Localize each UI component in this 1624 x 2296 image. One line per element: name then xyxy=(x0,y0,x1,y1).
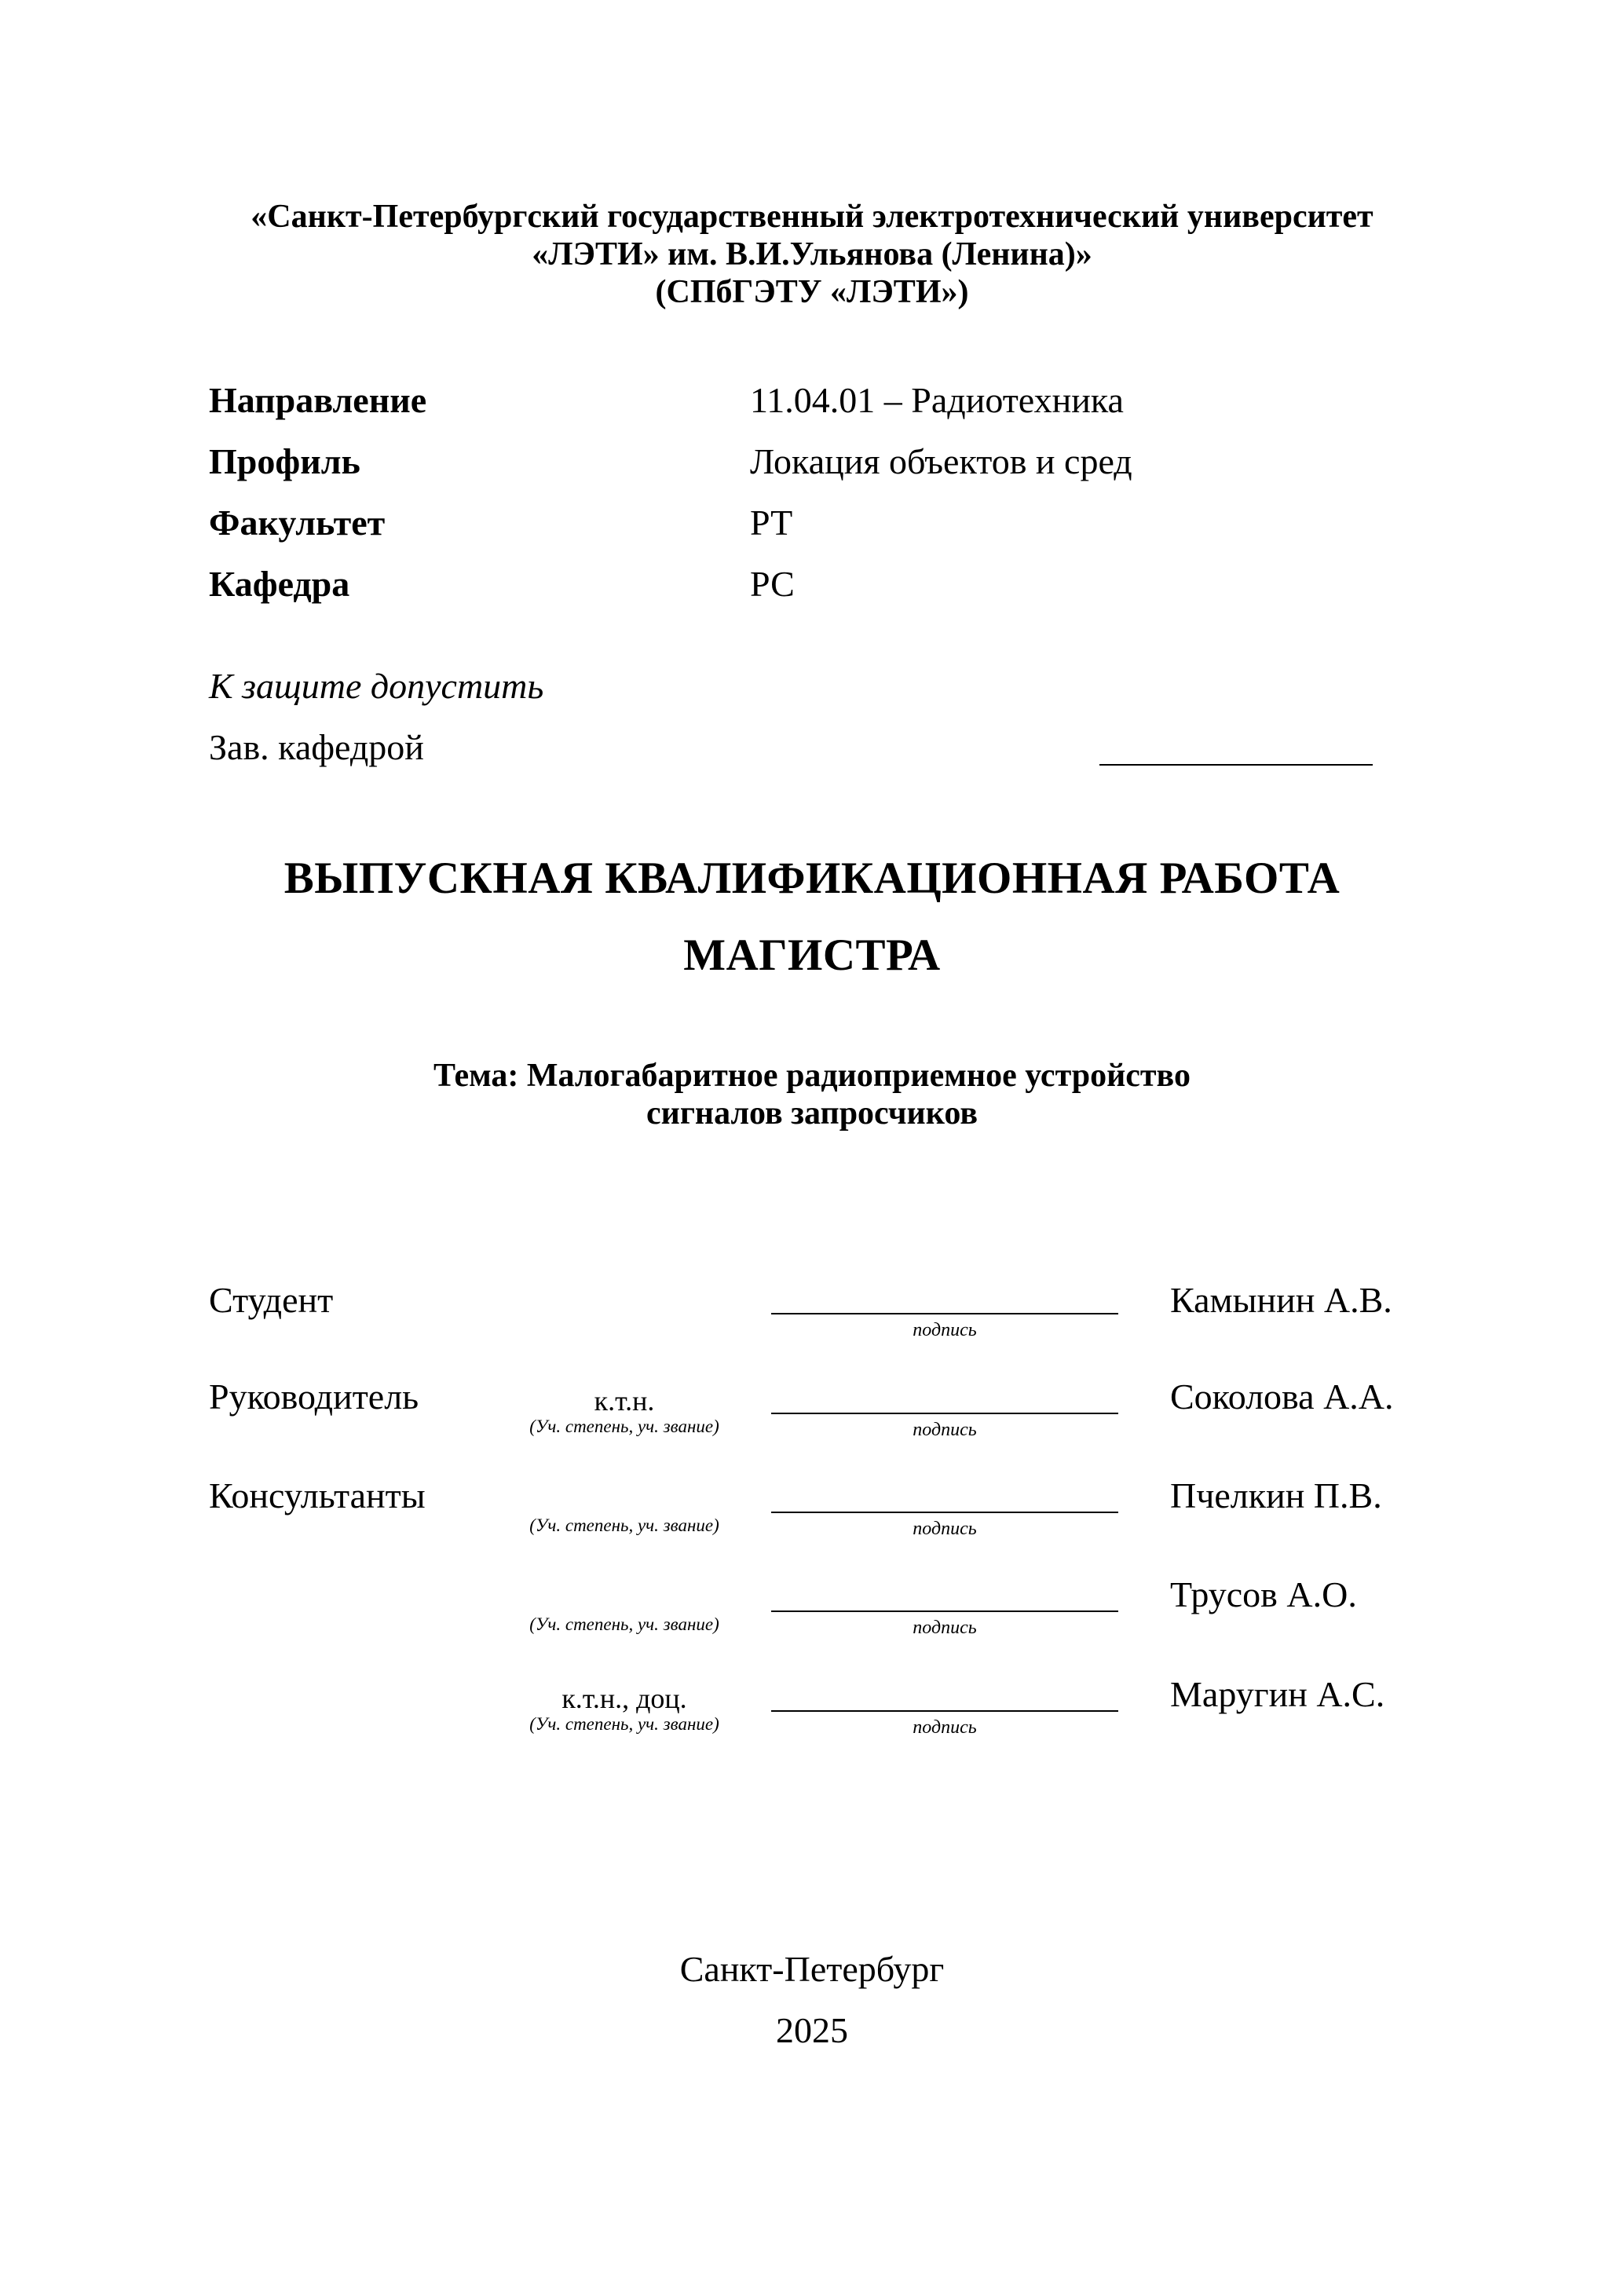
degree-caption: (Уч. степень, уч. звание) xyxy=(529,1714,719,1734)
degree-consultant-3: к.т.н., доц. xyxy=(561,1683,687,1714)
footer-year: 2025 xyxy=(776,2010,848,2050)
name-consultant-3: Маругин А.С. xyxy=(1170,1674,1385,1714)
field-value-faculty: РТ xyxy=(750,503,793,543)
degree-caption: (Уч. степень, уч. звание) xyxy=(529,1417,719,1436)
field-label-department: Кафедра xyxy=(209,564,350,604)
degree-supervisor: к.т.н. xyxy=(594,1385,655,1417)
signature-caption: подпись xyxy=(913,1519,977,1539)
topic-line-1: Тема: Малогабаритное радиоприемное устройство xyxy=(433,1058,1191,1094)
head-of-department-label: Зав. кафедрой xyxy=(209,727,424,767)
signature-line-consultant-3 xyxy=(771,1710,1118,1712)
field-value-profile: Локация объектов и сред xyxy=(750,441,1132,481)
admission-title: К защите допустить xyxy=(209,666,544,706)
signature-line-consultant-2 xyxy=(771,1610,1118,1612)
field-value-direction: 11.04.01 – Радиотехника xyxy=(750,380,1124,420)
name-student: Камынин А.В. xyxy=(1170,1280,1392,1320)
field-label-faculty: Факультет xyxy=(209,503,386,543)
role-student: Студент xyxy=(209,1280,334,1320)
signature-caption: подпись xyxy=(913,1420,977,1440)
topic-line-2: сигналов запросчиков xyxy=(646,1095,978,1132)
signature-caption: подпись xyxy=(913,1320,977,1340)
head-of-department-signature-line xyxy=(1099,764,1373,766)
footer-city: Санкт-Петербург xyxy=(679,1949,945,1989)
degree-caption: (Уч. степень, уч. звание) xyxy=(529,1614,719,1634)
signature-caption: подпись xyxy=(913,1618,977,1638)
university-name-line-2: «ЛЭТИ» им. В.И.Ульянова (Ленина)» xyxy=(532,236,1092,272)
signature-caption: подпись xyxy=(913,1717,977,1738)
university-name-line-1: «Санкт-Петербургский государственный электротехнический университет xyxy=(251,199,1373,235)
signature-line-consultant-1 xyxy=(771,1512,1118,1513)
signature-line-supervisor xyxy=(771,1413,1118,1414)
field-label-profile: Профиль xyxy=(209,441,360,481)
university-abbreviation: (СПбГЭТУ «ЛЭТИ») xyxy=(655,274,969,310)
field-value-department: РС xyxy=(750,564,795,604)
name-supervisor: Соколова А.А. xyxy=(1170,1377,1394,1417)
signature-line-student xyxy=(771,1313,1118,1314)
degree-caption: (Уч. степень, уч. звание) xyxy=(529,1515,719,1535)
work-title-line-2: МАГИСТРА xyxy=(683,930,941,980)
role-consultants: Консультанты xyxy=(209,1475,426,1515)
field-label-direction: Направление xyxy=(209,380,427,420)
work-title-line-1: ВЫПУСКНАЯ КВАЛИФИКАЦИОННАЯ РАБОТА xyxy=(283,854,1341,903)
name-consultant-2: Трусов А.О. xyxy=(1170,1574,1357,1614)
name-consultant-1: Пчелкин П.В. xyxy=(1170,1475,1382,1515)
role-supervisor: Руководитель xyxy=(209,1377,419,1417)
